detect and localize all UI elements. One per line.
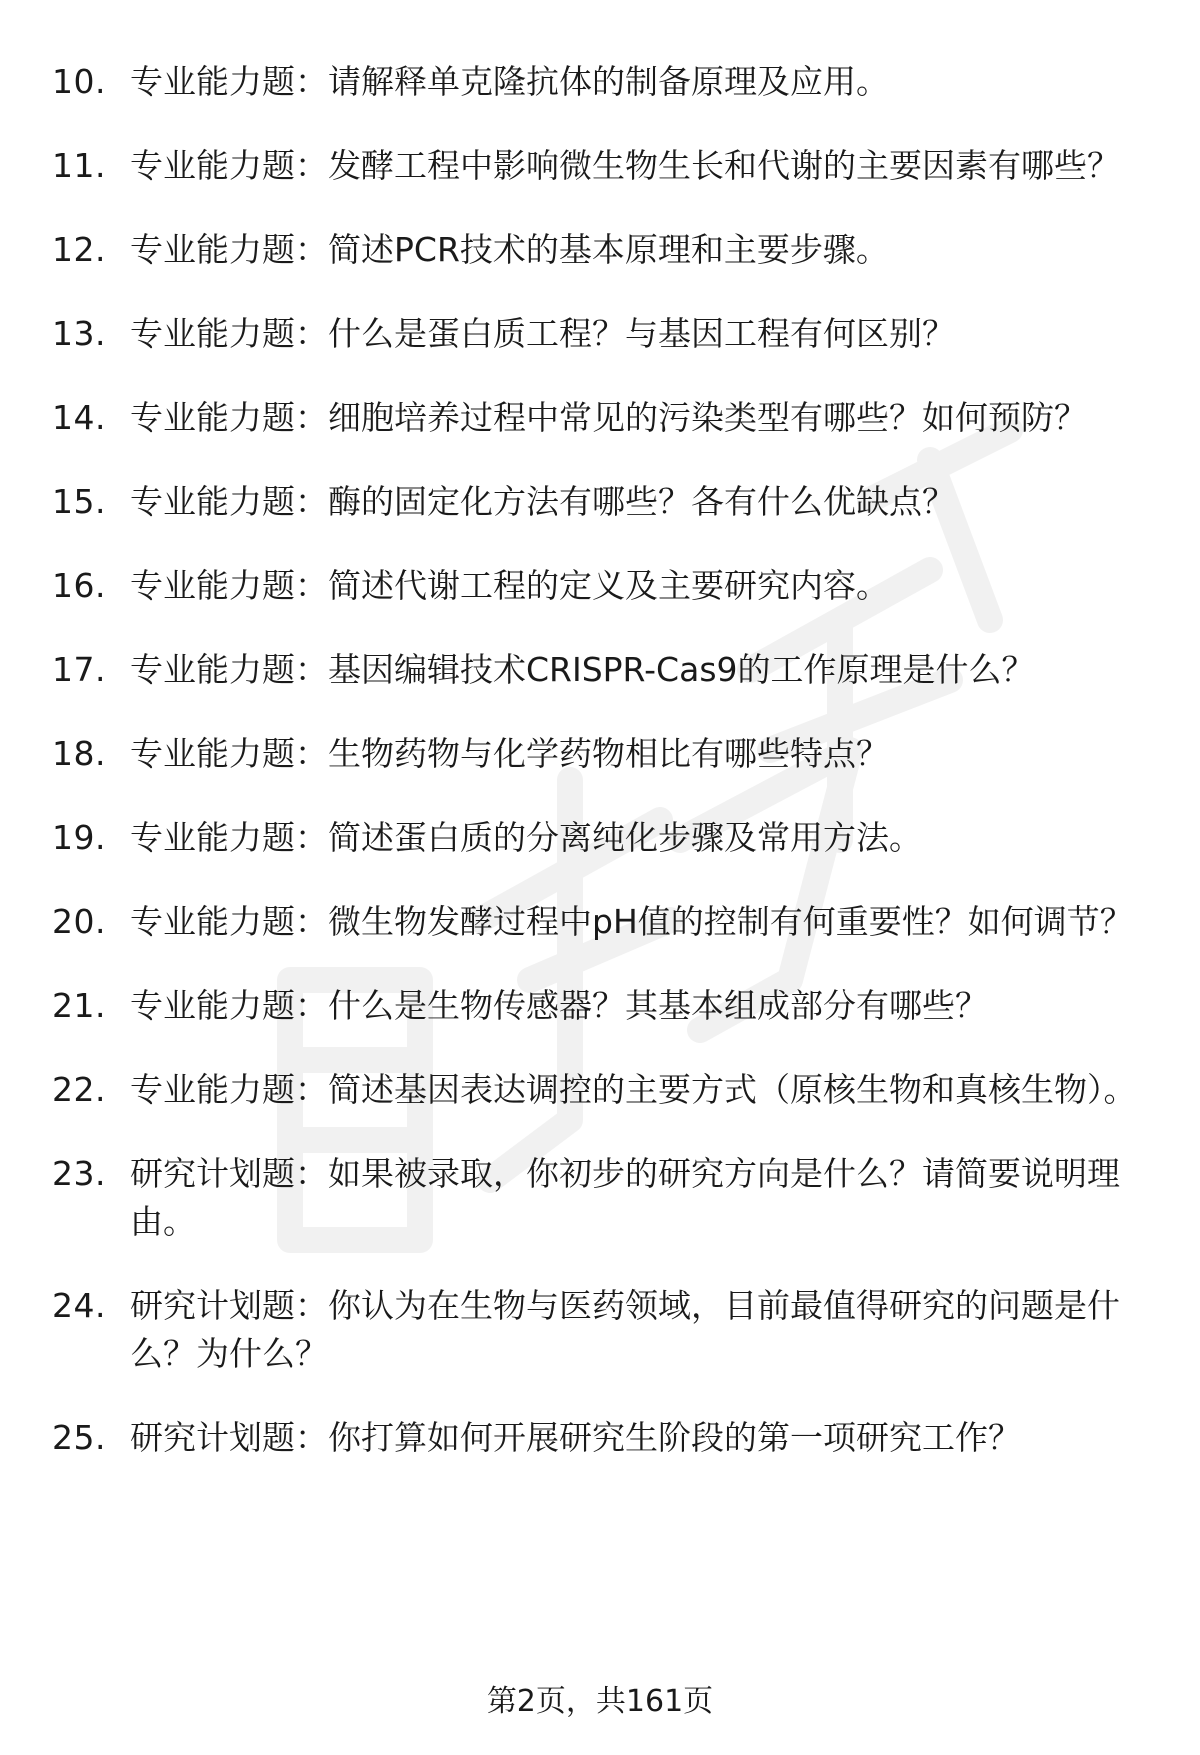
question-item [52, 982, 1162, 1030]
question-item [52, 1414, 1162, 1462]
question-number: 25. [52, 1418, 106, 1457]
question-number: 18. [52, 734, 106, 773]
question-text: 什么是蛋白质工程？与基因工程有何区别？ [328, 314, 955, 353]
question-body [130, 898, 1162, 946]
question-item [52, 394, 1162, 442]
question-item [52, 142, 1162, 190]
question-body [130, 562, 1162, 610]
question-number: 22. [52, 1070, 106, 1109]
question-item [52, 646, 1162, 694]
question-body [130, 310, 1162, 358]
question-item [52, 478, 1162, 526]
question-number: 24. [52, 1286, 106, 1325]
question-category: 专业能力题： [130, 902, 328, 941]
question-item [52, 562, 1162, 610]
question-body [130, 142, 1162, 190]
question-category: 研究计划题： [130, 1286, 328, 1325]
page-number: 第2页，共161页 [486, 1684, 714, 1719]
question-body [130, 1150, 1162, 1246]
question-text: 简述PCR技术的基本原理和主要步骤。 [328, 230, 889, 269]
question-category: 专业能力题： [130, 818, 328, 857]
question-category: 专业能力题： [130, 986, 328, 1025]
question-text: 简述代谢工程的定义及主要研究内容。 [328, 566, 889, 605]
question-category: 专业能力题： [130, 398, 328, 437]
question-item [52, 814, 1162, 862]
question-item [52, 58, 1162, 106]
question-category: 专业能力题： [130, 566, 328, 605]
question-list [52, 58, 1162, 1498]
question-category: 专业能力题： [130, 734, 328, 773]
question-text: 发酵工程中影响微生物生长和代谢的主要因素有哪些？ [328, 146, 1120, 185]
question-text: 简述蛋白质的分离纯化步骤及常用方法。 [328, 818, 922, 857]
question-body [130, 1282, 1162, 1378]
question-body [130, 1066, 1162, 1114]
question-text: 你认为在生物与医药领域，目前最值得研究的问题是什么？为什么？ [130, 1286, 1120, 1373]
question-text: 什么是生物传感器？其基本组成部分有哪些？ [328, 986, 988, 1025]
question-number: 17. [52, 650, 106, 689]
question-body [130, 394, 1162, 442]
question-category: 专业能力题： [130, 230, 328, 269]
question-category: 专业能力题： [130, 146, 328, 185]
question-text: 如果被录取，你初步的研究方向是什么？请简要说明理由。 [130, 1154, 1120, 1241]
question-number: 16. [52, 566, 106, 605]
question-number: 21. [52, 986, 106, 1025]
question-body [130, 646, 1162, 694]
question-body [130, 1414, 1162, 1462]
question-category: 专业能力题： [130, 314, 328, 353]
question-body [130, 58, 1162, 106]
question-item [52, 1282, 1162, 1378]
question-item [52, 1066, 1162, 1114]
question-item [52, 898, 1162, 946]
question-body [130, 730, 1162, 778]
question-category: 专业能力题： [130, 482, 328, 521]
question-text: 简述基因表达调控的主要方式（原核生物和真核生物）。 [328, 1070, 1137, 1109]
question-number: 23. [52, 1154, 106, 1193]
question-item [52, 226, 1162, 274]
question-body [130, 226, 1162, 274]
question-text: 微生物发酵过程中pH值的控制有何重要性？如何调节？ [328, 902, 1133, 941]
question-number: 15. [52, 482, 106, 521]
question-text: 请解释单克隆抗体的制备原理及应用。 [328, 62, 889, 101]
question-text: 你打算如何开展研究生阶段的第一项研究工作？ [328, 1418, 1021, 1457]
question-item [52, 1150, 1162, 1246]
question-number: 10. [52, 62, 106, 101]
question-category: 研究计划题： [130, 1154, 328, 1193]
question-body [130, 982, 1162, 1030]
question-number: 12. [52, 230, 106, 269]
question-body [130, 814, 1162, 862]
question-text: 生物药物与化学药物相比有哪些特点？ [328, 734, 889, 773]
question-category: 专业能力题： [130, 650, 328, 689]
question-item [52, 730, 1162, 778]
question-category: 专业能力题： [130, 62, 328, 101]
question-number: 13. [52, 314, 106, 353]
question-item [52, 310, 1162, 358]
question-number: 19. [52, 818, 106, 857]
question-body [130, 478, 1162, 526]
question-text: 基因编辑技术CRISPR-Cas9的工作原理是什么？ [328, 650, 1035, 689]
question-number: 20. [52, 902, 106, 941]
question-number: 14. [52, 398, 106, 437]
question-text: 细胞培养过程中常见的污染类型有哪些？如何预防？ [328, 398, 1087, 437]
question-number: 11. [52, 146, 106, 185]
question-category: 专业能力题： [130, 1070, 328, 1109]
question-text: 酶的固定化方法有哪些？各有什么优缺点？ [328, 482, 955, 521]
question-category: 研究计划题： [130, 1418, 328, 1457]
